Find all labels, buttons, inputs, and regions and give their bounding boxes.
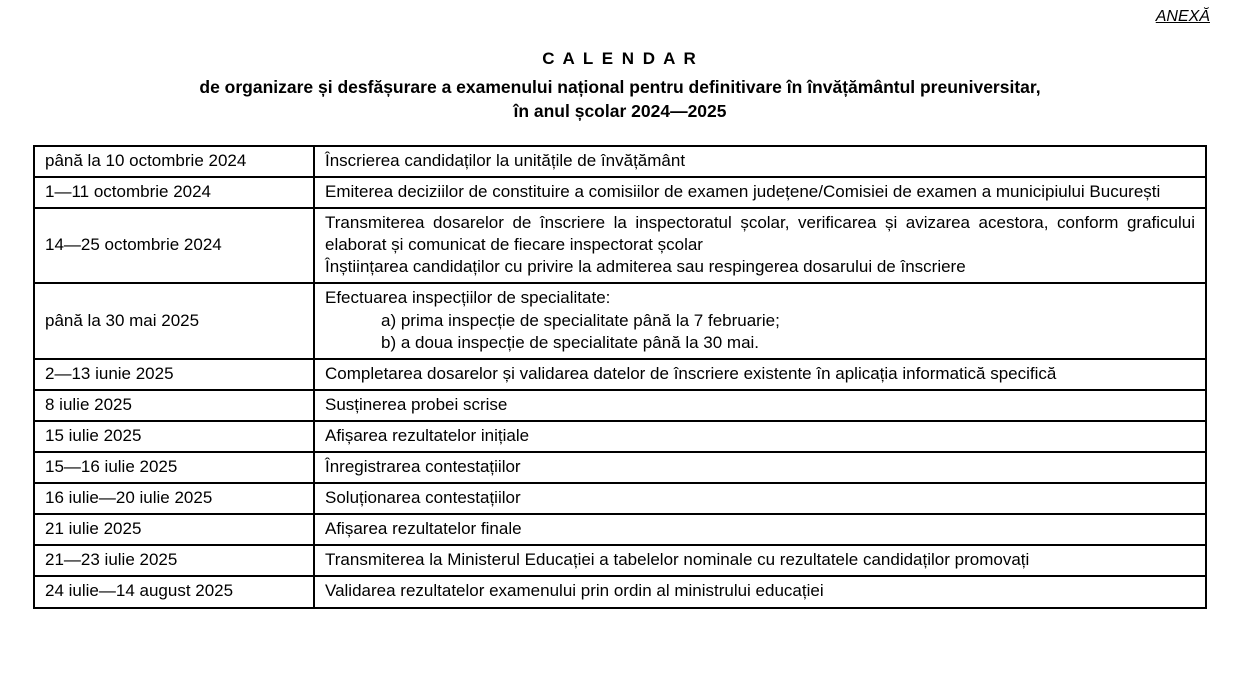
activity-line: b) a doua inspecție de specialitate până la 30 mai. (381, 332, 760, 352)
table-row (34, 359, 1206, 390)
date-cell: 2—13 iunie 2025 (34, 359, 314, 390)
table-row (34, 283, 1206, 358)
document-title: C A L E N D A R (542, 49, 698, 68)
activity-line: Validarea rezultatelor examenului prin ordin al ministrului educației (325, 581, 824, 601)
annex-label: ANEXĂ (1155, 8, 1210, 25)
date-cell: 8 iulie 2025 (34, 390, 314, 421)
date-cell: până la 10 octombrie 2024 (34, 146, 314, 177)
table-row (34, 514, 1206, 545)
activity-line: Afișarea rezultatelor finale (325, 519, 522, 539)
table-row (34, 177, 1206, 208)
date-cell: 15—16 iulie 2025 (34, 452, 314, 483)
activity-line: Afișarea rezultatelor inițiale (325, 425, 530, 445)
activity-cell (314, 576, 1206, 607)
date-cell: 21 iulie 2025 (34, 514, 314, 545)
activity-line: Susținerea probei scrise (325, 394, 508, 414)
activity-cell (314, 177, 1206, 208)
table-row (34, 576, 1206, 607)
date-cell: până la 30 mai 2025 (34, 283, 314, 358)
activity-cell (314, 545, 1206, 576)
activity-cell (314, 390, 1206, 421)
activity-line: a) prima inspecție de specialitate până la 7 februarie; (381, 310, 780, 330)
table-row (34, 545, 1206, 576)
date-cell: 21—23 iulie 2025 (34, 545, 314, 576)
document-header (0, 48, 1240, 123)
calendar-table-body (34, 146, 1206, 608)
activity-cell (314, 483, 1206, 514)
document-subtitle-line1: de organizare și desfășurare a examenului național pentru definitivare în învățământul preuniversitar, (199, 77, 1041, 98)
activity-line: Transmiterea dosarelor de înscriere la inspectoratul școlar, verificarea și avizarea acestora, conform graficului elaborat și comunicat de fiecare inspectorat școlar (325, 213, 1195, 255)
activity-cell (314, 421, 1206, 452)
activity-cell (314, 208, 1206, 283)
activity-cell (314, 359, 1206, 390)
date-cell: 1—11 octombrie 2024 (34, 177, 314, 208)
table-row (34, 390, 1206, 421)
table-row (34, 421, 1206, 452)
activity-cell (314, 283, 1206, 358)
activity-line: Efectuarea inspecțiilor de specialitate: (325, 288, 611, 308)
activity-line: Emiterea deciziilor de constituire a comisiilor de examen județene/Comisiei de examen a municipiului București (325, 182, 1161, 202)
date-cell: 16 iulie—20 iulie 2025 (34, 483, 314, 514)
activity-line: Înscrierea candidaților la unitățile de învățământ (325, 151, 686, 170)
table-row (34, 208, 1206, 283)
table-row (34, 146, 1206, 177)
activity-line: Înștiințarea candidaților cu privire la admiterea sau respingerea dosarului de înscriere (325, 257, 966, 277)
document-subtitle-line2: în anul școlar 2024—2025 (513, 100, 727, 121)
date-cell: 15 iulie 2025 (34, 421, 314, 452)
activity-line: Înregistrarea contestațiilor (325, 457, 521, 477)
date-cell: 24 iulie—14 august 2025 (34, 576, 314, 607)
date-cell: 14—25 octombrie 2024 (34, 208, 314, 283)
activity-cell (314, 514, 1206, 545)
activity-line: Soluționarea contestațiilor (325, 488, 521, 508)
calendar-table (33, 145, 1207, 609)
activity-cell (314, 146, 1206, 177)
activity-cell (314, 452, 1206, 483)
activity-line: Completarea dosarelor și validarea datelor de înscriere existente în aplicația informatică specifică (325, 363, 1057, 383)
activity-line: Transmiterea la Ministerul Educației a tabelelor nominale cu rezultatele candidaților promovați (325, 550, 1030, 570)
table-row (34, 452, 1206, 483)
table-row (34, 483, 1206, 514)
